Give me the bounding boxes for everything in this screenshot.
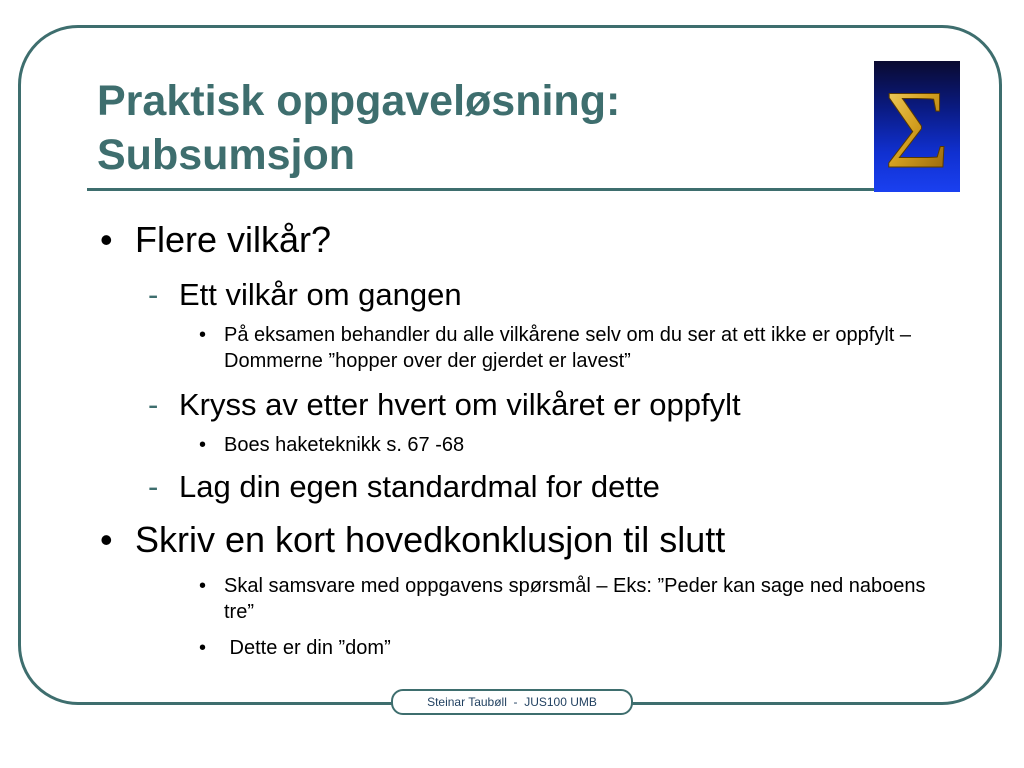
list-item-level3 <box>199 432 939 458</box>
title-line-1: Praktisk oppgaveløsning: <box>97 77 621 125</box>
list-item-level3 <box>199 635 939 661</box>
list-item-text: Kryss av etter hvert om vilkåret er oppfylt <box>179 387 741 422</box>
bullet-icon: • <box>199 434 207 456</box>
list-item-level3 <box>199 573 939 625</box>
list-item-level3 <box>199 322 939 374</box>
dash-icon: - <box>148 277 159 312</box>
sigma-glyph: Σ <box>884 68 950 192</box>
slide-footer: Steinar Taubøll - JUS100 UMB <box>391 689 633 715</box>
list-item-text: Lag din egen standardmal for dette <box>179 469 660 504</box>
title-line-2: Subsumsjon <box>97 131 356 179</box>
list-item-text: Ett vilkår om gangen <box>179 277 462 312</box>
dash-icon: - <box>148 387 159 422</box>
bullet-icon: • <box>199 637 207 659</box>
list-item-text: Flere vilkår? <box>135 219 332 260</box>
bullet-icon: • <box>100 219 113 260</box>
list-item-text: På eksamen behandler du alle vilkårene selv om du ser at ett ikke er oppfylt – Dommerne ”hopper over der gjerdet er lavest” <box>224 324 912 372</box>
bullet-icon: • <box>199 575 207 597</box>
bullet-icon: • <box>100 519 113 560</box>
list-item-text: Dette er din ”dom” <box>224 637 391 659</box>
list-item-text: Boes haketeknikk s. 67 -68 <box>224 434 465 456</box>
bullet-icon: • <box>199 324 207 346</box>
dash-icon: - <box>148 469 159 504</box>
list-item-text: Skal samsvare med oppgavens spørsmål – Eks: ”Peder kan sage ned naboens tre” <box>224 575 926 623</box>
list-item-text: Skriv en kort hovedkonklusjon til slutt <box>135 519 726 560</box>
